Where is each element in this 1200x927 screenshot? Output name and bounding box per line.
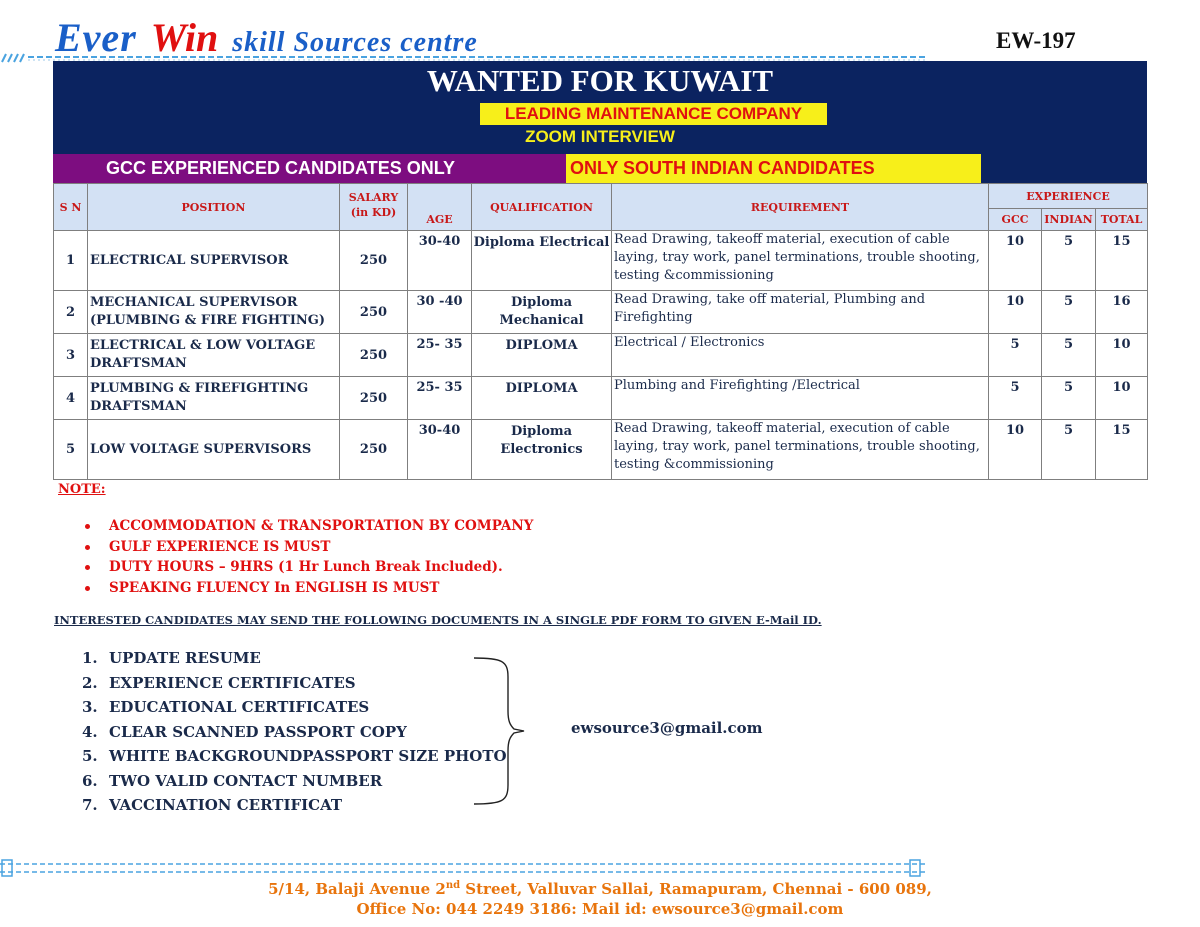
row-age: 30-40 bbox=[408, 231, 472, 291]
header-total: TOTAL bbox=[1096, 209, 1148, 231]
header-salary bbox=[340, 184, 408, 231]
row-sn: 3 bbox=[54, 334, 88, 377]
south-indian-strip: ONLY SOUTH INDIAN CANDIDATES bbox=[566, 154, 981, 183]
item-text: EXPERIENCE CERTIFICATES bbox=[109, 673, 356, 692]
row-exp-total: 15 bbox=[1096, 420, 1148, 480]
position-line-1: PLUMBING & FIREFIGHTING bbox=[90, 381, 309, 396]
contact-email[interactable]: ewsource3@gmail.com bbox=[571, 719, 763, 737]
row-exp-indian: 5 bbox=[1042, 377, 1096, 420]
reference-code: EW-197 bbox=[996, 28, 1076, 53]
list-item bbox=[82, 695, 507, 720]
header-salary-label: SALARY bbox=[348, 191, 399, 204]
qualification-line-1: Diploma bbox=[510, 295, 573, 310]
list-item bbox=[82, 744, 507, 769]
jobs-table bbox=[53, 183, 1148, 480]
position-line-1: ELECTRICAL & LOW VOLTAGE bbox=[90, 338, 316, 353]
header-age: AGE bbox=[408, 184, 472, 231]
row-exp-indian: 5 bbox=[1042, 231, 1096, 291]
bullet-icon bbox=[85, 524, 90, 529]
header-salary-unit: (in KD) bbox=[350, 206, 397, 219]
row-exp-total: 10 bbox=[1096, 377, 1148, 420]
row-sn: 5 bbox=[54, 420, 88, 480]
row-exp-gcc: 5 bbox=[989, 377, 1042, 420]
header-indian: INDIAN bbox=[1042, 209, 1096, 231]
item-text: EDUCATIONAL CERTIFICATES bbox=[109, 698, 370, 716]
note-text: GULF EXPERIENCE IS MUST bbox=[109, 538, 331, 555]
note-text: SPEAKING FLUENCY In ENGLISH IS MUST bbox=[109, 579, 440, 596]
item-text: CLEAR SCANNED PASSPORT COPY bbox=[109, 722, 407, 741]
row-requirement: Plumbing and Firefighting /Electrical bbox=[612, 377, 989, 420]
row-position bbox=[88, 231, 340, 291]
address-superscript: nd bbox=[445, 880, 461, 891]
row-exp-gcc: 10 bbox=[989, 291, 1042, 334]
list-item bbox=[82, 537, 533, 558]
row-exp-gcc: 5 bbox=[989, 334, 1042, 377]
row-position bbox=[88, 334, 340, 377]
header-requirement: REQUIREMENT bbox=[612, 184, 989, 231]
row-age: 25- 35 bbox=[408, 377, 472, 420]
list-item bbox=[82, 720, 507, 745]
row-salary: 250 bbox=[340, 334, 408, 377]
note-heading: NOTE: bbox=[58, 482, 106, 497]
table-row bbox=[54, 377, 1148, 420]
position-line-1: MECHANICAL SUPERVISOR bbox=[90, 295, 298, 310]
row-age: 30 -40 bbox=[408, 291, 472, 334]
row-qualification bbox=[472, 420, 612, 480]
item-number: 7. bbox=[82, 796, 98, 814]
row-age: 25- 35 bbox=[408, 334, 472, 377]
row-qualification: Diploma Electrical bbox=[472, 231, 612, 291]
row-salary: 250 bbox=[340, 377, 408, 420]
row-sn: 4 bbox=[54, 377, 88, 420]
note-text: ACCOMMODATION & TRANSPORTATION BY COMPANY bbox=[109, 518, 534, 534]
row-exp-gcc: 10 bbox=[989, 231, 1042, 291]
bullet-icon bbox=[85, 545, 90, 550]
footer-address bbox=[268, 876, 932, 919]
row-requirement: Read Drawing, takeoff material, execution of cable laying, tray work, panel terminations, trouble shooting, testing &commissioning bbox=[612, 231, 989, 291]
item-number: 3. bbox=[82, 698, 98, 716]
list-item bbox=[82, 646, 507, 671]
row-exp-indian: 5 bbox=[1042, 291, 1096, 334]
header-sn: S N bbox=[54, 184, 88, 231]
row-exp-total: 15 bbox=[1096, 231, 1148, 291]
position-line-1: LOW VOLTAGE SUPERVISORS bbox=[90, 441, 312, 457]
row-exp-total: 10 bbox=[1096, 334, 1148, 377]
item-number: 6. bbox=[82, 771, 98, 790]
header-banner bbox=[53, 61, 1147, 183]
documents-instruction: INTERESTED CANDIDATES MAY SEND THE FOLLOWING DOCUMENTS IN A SINGLE PDF FORM TO GIVEN E-Mail ID. bbox=[54, 613, 822, 627]
qualification-line-2: Electronics bbox=[500, 442, 583, 457]
row-exp-indian: 5 bbox=[1042, 334, 1096, 377]
item-number: 2. bbox=[82, 673, 98, 692]
row-position bbox=[88, 420, 340, 480]
position-line-2: (PLUMBING & FIRE FIGHTING) bbox=[90, 313, 326, 328]
row-exp-gcc: 10 bbox=[989, 420, 1042, 480]
header-gcc: GCC bbox=[989, 209, 1042, 231]
logo-word-ever: Ever bbox=[55, 15, 137, 60]
row-requirement: Electrical / Electronics bbox=[612, 334, 989, 377]
row-sn: 2 bbox=[54, 291, 88, 334]
row-qualification: DIPLOMA bbox=[472, 334, 612, 377]
item-text: VACCINATION CERTIFICAT bbox=[109, 796, 343, 814]
item-number: 4. bbox=[82, 722, 98, 741]
row-salary: 250 bbox=[340, 231, 408, 291]
row-age: 30-40 bbox=[408, 420, 472, 480]
list-item bbox=[82, 516, 533, 537]
item-text: TWO VALID CONTACT NUMBER bbox=[109, 771, 383, 790]
qualification-line-2: Mechanical bbox=[499, 313, 584, 328]
item-number: 1. bbox=[82, 649, 98, 667]
row-exp-total: 16 bbox=[1096, 291, 1148, 334]
list-item bbox=[82, 793, 507, 818]
list-item bbox=[82, 671, 507, 696]
position-line-2: DRAFTSMAN bbox=[90, 399, 187, 414]
position-line-1: ELECTRICAL SUPERVISOR bbox=[90, 252, 289, 268]
row-requirement: Read Drawing, take off material, Plumbing and Firefighting bbox=[612, 291, 989, 334]
position-line-2: DRAFTSMAN bbox=[90, 356, 187, 371]
item-number: 5. bbox=[82, 747, 98, 765]
list-item bbox=[82, 769, 507, 794]
table-header-row bbox=[54, 184, 1148, 209]
row-sn: 1 bbox=[54, 231, 88, 291]
row-qualification bbox=[472, 291, 612, 334]
address-line bbox=[268, 876, 932, 899]
notes-list bbox=[82, 516, 533, 598]
list-item bbox=[82, 578, 533, 599]
header-experience: EXPERIENCE bbox=[989, 184, 1148, 209]
header-position: POSITION bbox=[88, 184, 340, 231]
address-part-2: Street, Valluvar Sallai, Ramapuram, Chennai - 600 089, bbox=[460, 880, 932, 898]
documents-list bbox=[82, 646, 507, 818]
note-text: DUTY HOURS – 9HRS (1 Hr Lunch Break Included). bbox=[109, 559, 503, 575]
bullet-icon bbox=[85, 586, 90, 591]
logo-word-win: Win bbox=[150, 15, 219, 60]
logo-tagline: skill Sources centre bbox=[232, 27, 478, 58]
row-position bbox=[88, 377, 340, 420]
list-item bbox=[82, 557, 533, 578]
gcc-only-strip: GCC EXPERIENCED CANDIDATES ONLY bbox=[53, 154, 566, 183]
row-salary: 250 bbox=[340, 291, 408, 334]
table-row bbox=[54, 420, 1148, 480]
row-salary: 250 bbox=[340, 420, 408, 480]
bullet-icon bbox=[85, 565, 90, 570]
header-qualification: QUALIFICATION bbox=[472, 184, 612, 231]
table-row bbox=[54, 334, 1148, 377]
qualification-line-1: Diploma bbox=[510, 424, 573, 439]
row-requirement: Read Drawing, takeoff material, execution of cable laying, tray work, panel terminations, trouble shooting, testing &commissioning bbox=[612, 420, 989, 480]
table-row bbox=[54, 291, 1148, 334]
row-position bbox=[88, 291, 340, 334]
address-part-1: 5/14, Balaji Avenue 2 bbox=[268, 880, 446, 898]
curly-brace-icon bbox=[470, 655, 530, 807]
banner-title: WANTED FOR KUWAIT bbox=[426, 63, 774, 98]
office-contact-line: Office No: 044 2249 3186: Mail id: ewsource3@gmail.com bbox=[356, 900, 844, 918]
table-row bbox=[54, 231, 1148, 291]
item-text: UPDATE RESUME bbox=[109, 649, 261, 667]
row-exp-indian: 5 bbox=[1042, 420, 1096, 480]
row-qualification: DIPLOMA bbox=[472, 377, 612, 420]
banner-interview-type: ZOOM INTERVIEW bbox=[525, 127, 675, 146]
item-text: WHITE BACKGROUNDPASSPORT SIZE PHOTO bbox=[109, 747, 507, 765]
banner-company: LEADING MAINTENANCE COMPANY bbox=[480, 103, 827, 125]
